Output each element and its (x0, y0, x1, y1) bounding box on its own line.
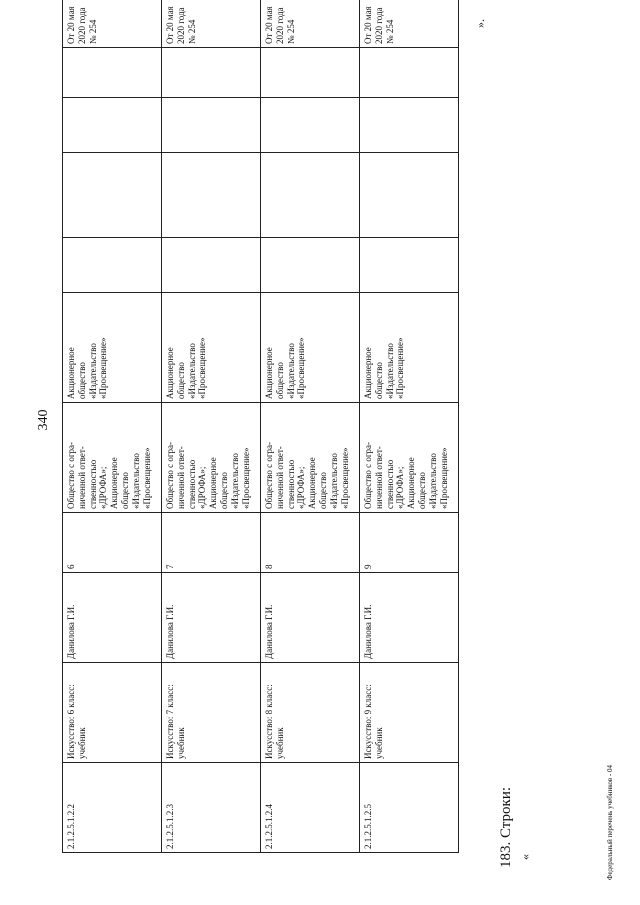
author-cell: Данилова Г.И. (63, 573, 162, 663)
publisher-long-cell-line: «Просвещение» (240, 447, 251, 509)
page-number: 340 (36, 409, 51, 431)
empty-cell (261, 238, 360, 293)
publisher-long-cell-line: Акционерное (406, 457, 417, 509)
date-cell (162, 0, 261, 48)
empty-cell (162, 48, 261, 98)
publisher-long-cell-line: ственностью (384, 459, 395, 509)
title-cell-line: Искусство: 6 класс: (66, 684, 76, 759)
table-row (261, 0, 360, 853)
publisher-short-cell-line: «Издательство (384, 343, 395, 399)
publisher-long-cell-line: Акционерное (307, 457, 318, 509)
publisher-long-cell (162, 403, 261, 513)
empty-cell (162, 98, 261, 153)
publisher-long-cell-line: «Издательство (427, 453, 438, 509)
footer-note: Федеральный перечень учебников - 04 (606, 765, 614, 880)
date-cell (261, 0, 360, 48)
author-cell: Данилова Г.И. (261, 573, 360, 663)
date-cell-line: От 20 мая (165, 6, 175, 44)
empty-cell (63, 98, 162, 153)
empty-cell (360, 153, 459, 238)
date-cell-line: № 254 (285, 19, 296, 44)
publisher-long-cell-line: Общество с огра- (165, 441, 175, 509)
empty-cell (162, 238, 261, 293)
empty-cell (261, 153, 360, 238)
empty-cell (63, 238, 162, 293)
publisher-short-cell (162, 293, 261, 403)
table-row (162, 0, 261, 853)
closing-quote: ». (473, 19, 487, 28)
publisher-short-cell-line: «Просвещение» (395, 337, 406, 399)
title-cell-line: Искусство: 9 класс: (363, 684, 373, 759)
publisher-long-cell (261, 403, 360, 513)
code-cell: 2.1.2.5.1.2.3 (162, 763, 261, 853)
publisher-short-cell-line: Акционерное (165, 347, 175, 399)
publisher-short-cell (261, 293, 360, 403)
date-cell-line: 2020 года (76, 7, 87, 44)
publisher-long-cell-line: ниченной ответ- (373, 446, 384, 509)
publisher-long-cell-line: Общество с огра- (66, 441, 76, 509)
publisher-long-cell-line: ственностью (186, 459, 197, 509)
title-cell-line: учебник (373, 727, 384, 759)
publisher-short-cell-line: общество (274, 362, 285, 399)
date-cell-line: 2020 года (274, 7, 285, 44)
publisher-short-cell-line: «Просвещение» (197, 337, 208, 399)
publisher-long-cell-line: ственностью (87, 459, 98, 509)
date-cell-line: № 254 (384, 19, 395, 44)
publisher-short-cell-line: «Издательство (186, 343, 197, 399)
empty-cell (360, 48, 459, 98)
publisher-short-cell-line: общество (373, 362, 384, 399)
publisher-short-cell-line: «Издательство (87, 343, 98, 399)
date-cell (63, 0, 162, 48)
publisher-long-cell-line: «ДРОФА»; (98, 466, 109, 509)
publisher-long-cell-line: «Издательство (229, 453, 240, 509)
table-row (63, 0, 162, 853)
publisher-long-cell-line: Акционерное (109, 457, 120, 509)
publisher-long-cell-line: «Издательство (328, 453, 339, 509)
title-cell-line: учебник (274, 727, 285, 759)
date-cell-line: От 20 мая (363, 6, 373, 44)
empty-cell (63, 153, 162, 238)
publisher-long-cell-line: «ДРОФА»; (197, 466, 208, 509)
date-cell-line: № 254 (87, 19, 98, 44)
title-cell-line: учебник (76, 727, 87, 759)
grade-cell: 9 (360, 513, 459, 573)
title-cell-line: учебник (175, 727, 186, 759)
publisher-long-cell-line: Общество с огра- (264, 441, 274, 509)
author-cell: Данилова Г.И. (162, 573, 261, 663)
publisher-short-cell-line: общество (175, 362, 186, 399)
empty-cell (360, 98, 459, 153)
date-cell-line: 2020 года (175, 7, 186, 44)
grade-cell: 7 (162, 513, 261, 573)
rotated-table-container (62, 6, 462, 853)
title-cell-line: Искусство: 7 класс: (165, 684, 175, 759)
title-cell (261, 663, 360, 763)
publisher-long-cell-line: общество (317, 472, 328, 509)
date-cell-line: От 20 мая (66, 6, 76, 44)
textbook-table (62, 0, 459, 853)
publisher-long-cell-line: Акционерное (208, 457, 219, 509)
publisher-long-cell-line: «Просвещение» (438, 447, 449, 509)
date-cell-line: От 20 мая (264, 6, 274, 44)
publisher-long-cell-line: «Просвещение» (141, 447, 152, 509)
grade-cell: 8 (261, 513, 360, 573)
author-cell: Данилова Г.И. (360, 573, 459, 663)
publisher-long-cell-line: ниченной ответ- (76, 446, 87, 509)
grade-cell: 6 (63, 513, 162, 573)
publisher-long-cell-line: «Просвещение» (339, 447, 350, 509)
code-cell: 2.1.2.5.1.2.5 (360, 763, 459, 853)
empty-cell (261, 98, 360, 153)
date-cell-line: 2020 года (373, 7, 384, 44)
opening-quote: « (518, 854, 532, 860)
publisher-long-cell-line: ниченной ответ- (274, 446, 285, 509)
publisher-short-cell-line: «Просвещение» (296, 337, 307, 399)
code-cell: 2.1.2.5.1.2.2 (63, 763, 162, 853)
publisher-long-cell-line: общество (416, 472, 427, 509)
publisher-long-cell-line: «ДРОФА»; (395, 466, 406, 509)
publisher-short-cell (360, 293, 459, 403)
publisher-short-cell-line: Акционерное (264, 347, 274, 399)
code-cell: 2.1.2.5.1.2.4 (261, 763, 360, 853)
empty-cell (261, 48, 360, 98)
publisher-short-cell (63, 293, 162, 403)
publisher-long-cell-line: ниченной ответ- (175, 446, 186, 509)
empty-cell (63, 48, 162, 98)
publisher-long-cell-line: «Издательство (130, 453, 141, 509)
publisher-short-cell-line: «Издательство (285, 343, 296, 399)
publisher-long-cell-line: общество (119, 472, 130, 509)
date-cell-line: № 254 (186, 19, 197, 44)
date-cell (360, 0, 459, 48)
title-cell (162, 663, 261, 763)
section-heading: 183. Строки: (498, 786, 514, 868)
publisher-long-cell (63, 403, 162, 513)
title-cell (360, 663, 459, 763)
empty-cell (360, 238, 459, 293)
table-row (360, 0, 459, 853)
empty-cell (162, 153, 261, 238)
publisher-long-cell-line: Общество с огра- (363, 441, 373, 509)
publisher-short-cell-line: Акционерное (66, 347, 76, 399)
title-cell-line: Искусство: 8 класс: (264, 684, 274, 759)
publisher-long-cell (360, 403, 459, 513)
title-cell (63, 663, 162, 763)
publisher-long-cell-line: «ДРОФА»; (296, 466, 307, 509)
publisher-short-cell-line: общество (76, 362, 87, 399)
publisher-long-cell-line: общество (218, 472, 229, 509)
publisher-long-cell-line: ственностью (285, 459, 296, 509)
publisher-short-cell-line: Акционерное (363, 347, 373, 399)
publisher-short-cell-line: «Просвещение» (98, 337, 109, 399)
